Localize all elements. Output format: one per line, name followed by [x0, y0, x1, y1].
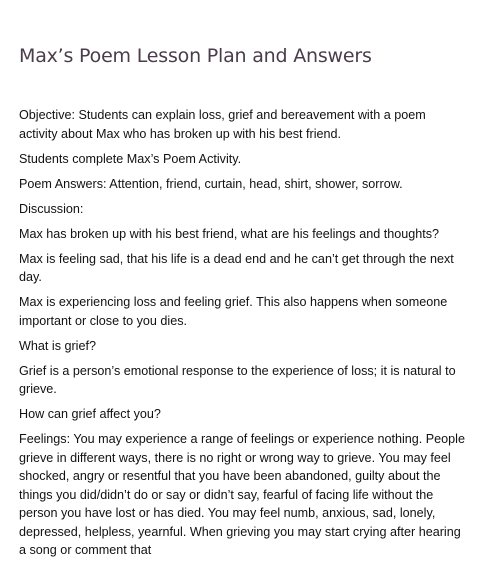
paragraph-loss-grief: Max is experiencing loss and feeling grief. This also happens when someone important or close to you dies. [19, 295, 448, 328]
paragraph-poem-answers: Poem Answers: Attention, friend, curtain, head, shirt, shower, sorrow. [19, 176, 403, 191]
paragraph-activity: Students complete Max’s Poem Activity. [19, 151, 242, 166]
paragraph-discussion-heading: Discussion: [19, 201, 84, 216]
paragraph-question-grief: What is grief? [19, 338, 96, 353]
paragraph-answer-grief: Grief is a person’s emotional response to the experience of loss; it is natural to grieve. [19, 363, 456, 396]
document-title: Max’s Poem Lesson Plan and Answers [19, 45, 372, 67]
paragraph-feelings: Feelings: You may experience a range of feelings or experience nothing. People grieve in different ways, there is no right or wrong way to grieve. You may feel shocked, angry or resentful that you have been abandoned, guilty about the things you did/didn’t do or say or didn’t say, fearful of facing life without the person you have lost or has died. You may feel numb, anxious, sad, lonely, depressed, helpless, yearnful. When grieving you may start crying after hearing a song or comment that [19, 432, 465, 557]
paragraph-objective: Objective: Students can explain loss, grief and bereavement with a poem activity about Max who has broken up with his best friend. [19, 108, 426, 141]
paragraph-answer-feelings: Max is feeling sad, that his life is a dead end and he can’t get through the next day. [19, 251, 454, 284]
paragraph-question-affect: How can grief affect you? [19, 407, 161, 421]
document-body [19, 106, 467, 566]
paragraph-question-feelings: Max has broken up with his best friend, what are his feelings and thoughts? [19, 226, 440, 241]
